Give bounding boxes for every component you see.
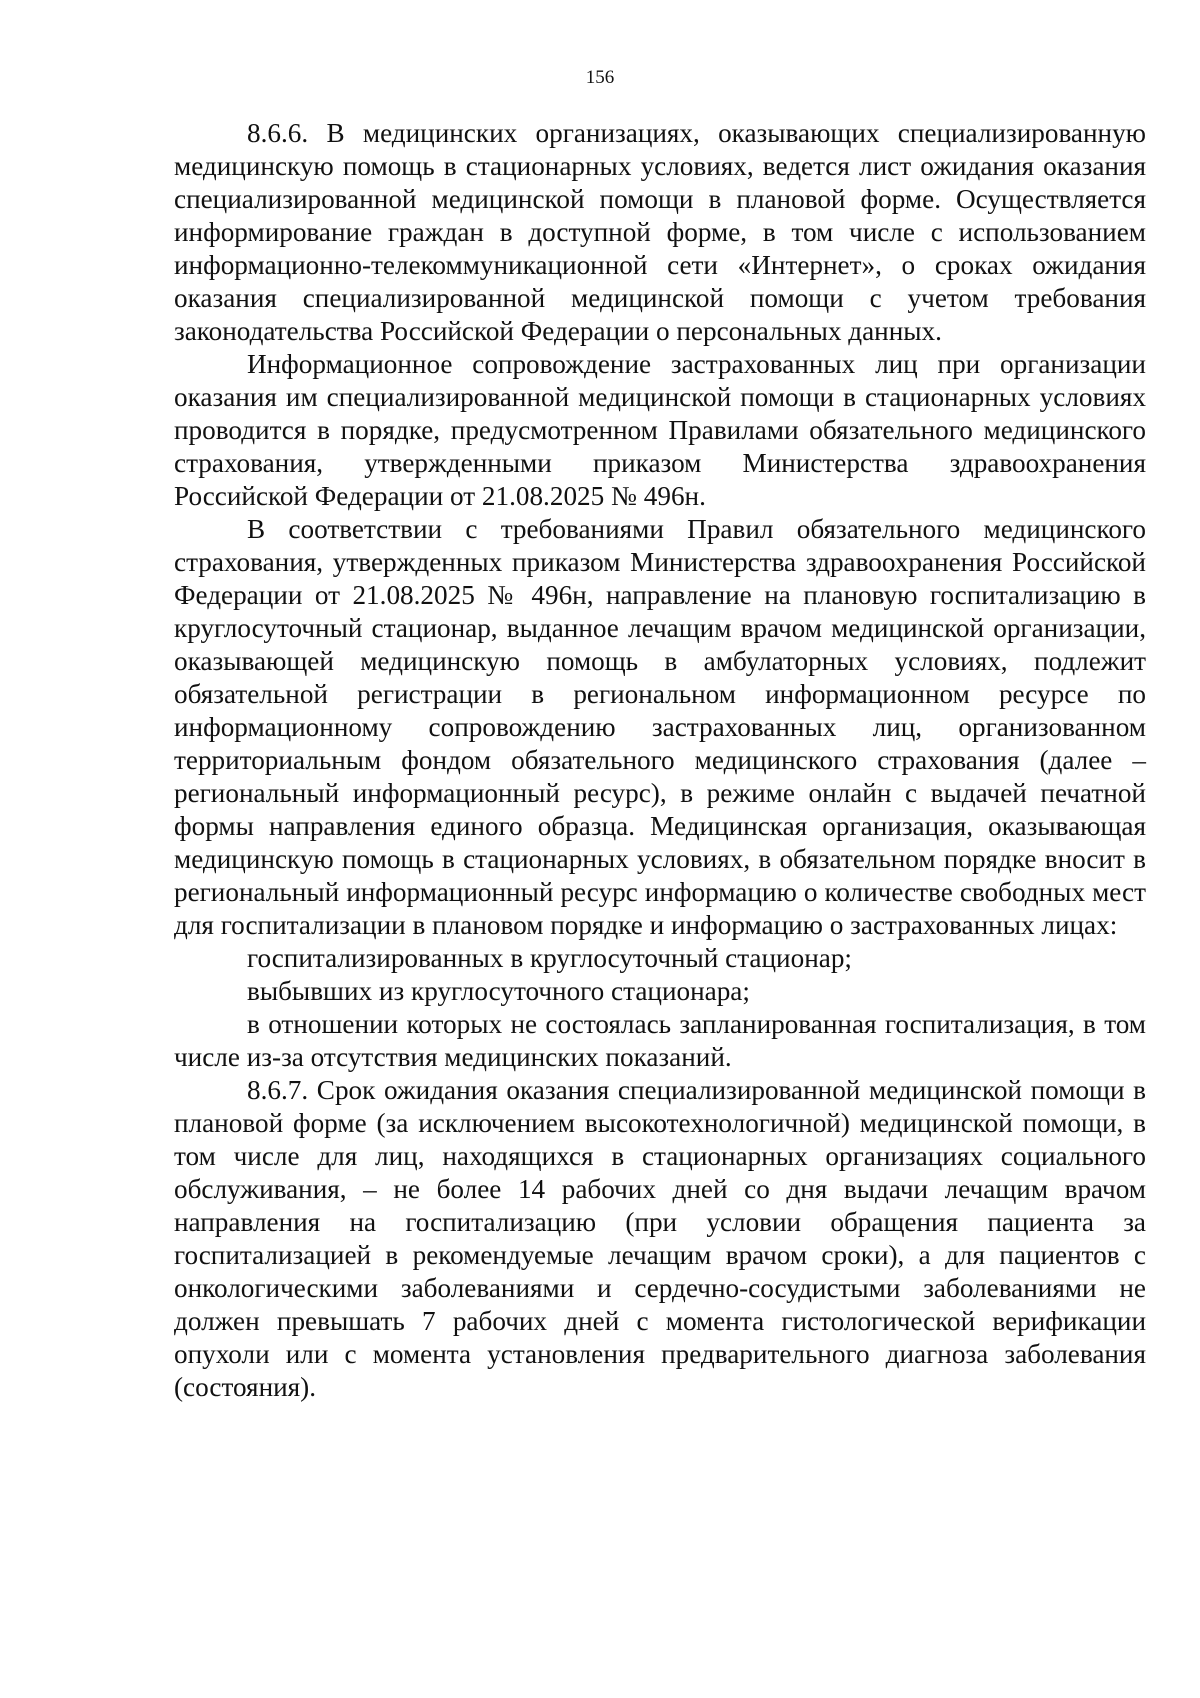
page-number: 156 <box>585 67 615 88</box>
list-item-hospitalized: госпитализированных в круглосуточный стационар; <box>247 943 852 973</box>
paragraph-8-6-7: 8.6.7. Срок ожидания оказания специализированной медицинской помощи в плановой форме (за исключением высокотехнологичной) медицинской помощи, в том числе для лиц, находящихся в стационарных организациях социального обслуживания, – не более 14 рабочих дней со дня выдачи лечащим врачом направления на госпитализацию (при условии обращения пациента за госпитализацией в рекомендуемые лечащим врачом сроки), а для пациентов с онкологическими заболеваниями и сердечно-сосудистыми заболеваниями не должен превышать 7 рабочих дней с момента гистологической верификации опухоли или с момента установления предварительного диагноза заболевания (состояния). <box>174 1075 1146 1402</box>
list-item-cancelled-hospitalization: в отношении которых не состоялась запланированная госпитализация, в том числе из-за отсутствия медицинских показаний. <box>174 1009 1146 1072</box>
document-body <box>174 117 1146 1404</box>
paragraph-8-6-6: 8.6.6. В медицинских организациях, оказывающих специализированную медицинскую помощь в стационарных условиях, ведется лист ожидания оказания специализированной медицинской помощи в плановой форме. Осуществляется информирование граждан в доступной форме, в том числе с использованием информационно-телекоммуникационной сети «Интернет», о сроках ожидания оказания специализированной медицинской помощи с учетом требования законодательства Российской Федерации о персональных данных. <box>174 118 1146 346</box>
paragraph-omc-rules: В соответствии с требованиями Правил обязательного медицинского страхования, утвержденных приказом Министерства здравоохранения Российской Федерации от 21.08.2025 № 496н, направление на плановую госпитализацию в круглосуточный стационар, выданное лечащим врачом медицинской организации, оказывающей медицинскую помощь в амбулаторных условиях, подлежит обязательной регистрации в региональном информационном ресурсе по информационному сопровождению застрахованных лиц, организованном территориальным фондом обязательного медицинского страхования (далее – региональный информационный ресурс), в режиме онлайн с выдачей печатной формы направления единого образца. Медицинская организация, оказывающая медицинскую помощь в стационарных условиях, в обязательном порядке вносит в региональный информационный ресурс информацию о количестве свободных мест для госпитализации в плановом порядке и информацию о застрахованных лицах: <box>174 514 1146 940</box>
paragraph-information-support: Информационное сопровождение застрахованных лиц при организации оказания им специализированной медицинской помощи в стационарных условиях проводится в порядке, предусмотренном Правилами обязательного медицинского страхования, утвержденными приказом Министерства здравоохранения Российской Федерации от 21.08.2025 № 496н. <box>174 349 1146 511</box>
list-item-discharged: выбывших из круглосуточного стационара; <box>247 976 750 1006</box>
